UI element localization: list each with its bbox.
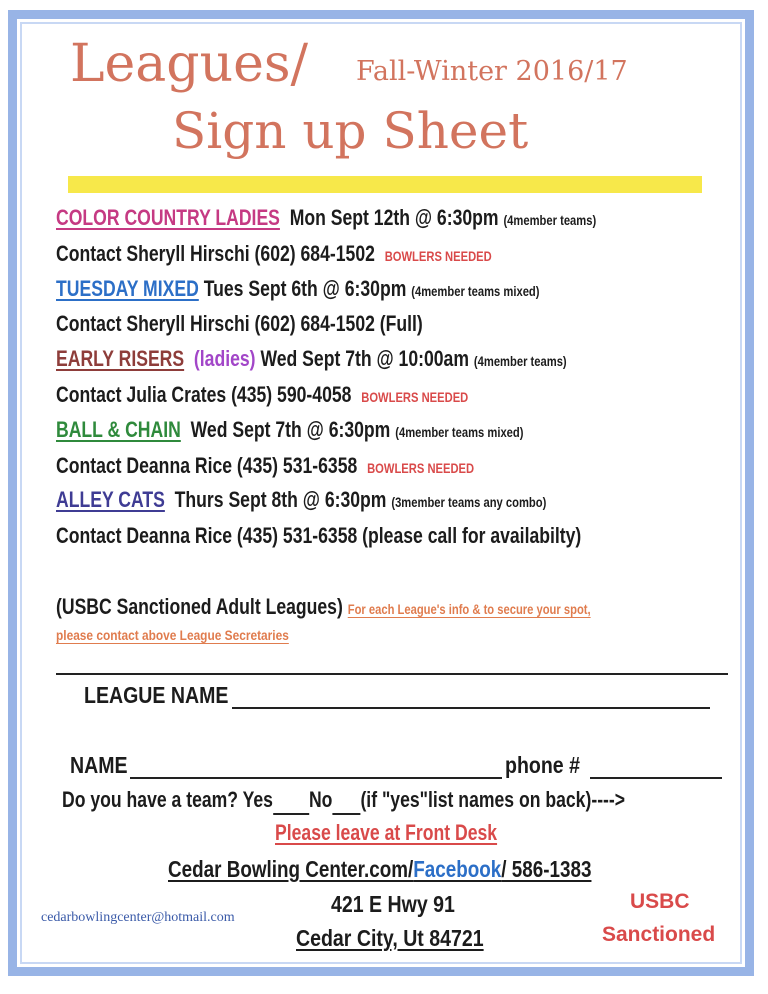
sanctioned-info-2: please contact above League Secretaries (56, 627, 289, 643)
footer-phone: / 586-1383 (501, 856, 592, 882)
league-row (56, 346, 567, 372)
league-teams: (4member teams mixed) (411, 283, 540, 299)
title-leagues: Leagues/ (70, 34, 309, 94)
usbc-sanctioned-label: Sanctioned (602, 923, 716, 946)
contact-text: Contact Deanna Rice (435) 531-6358 (please call for availabilty) (56, 523, 582, 548)
league-name-field[interactable] (232, 707, 710, 709)
league-teams: (4member teams) (503, 212, 597, 228)
contact-row (56, 311, 423, 337)
email-text[interactable]: cedarbowlingcenter@hotmail.com (41, 910, 235, 925)
league-qualifier: (ladies) (193, 346, 256, 371)
sanctioned-note (56, 594, 591, 620)
league-schedule: Mon Sept 12th @ 6:30pm (289, 205, 499, 230)
no-field[interactable] (332, 787, 360, 815)
league-row (56, 417, 523, 443)
title-season: Fall-Winter 2016/17 (356, 56, 628, 87)
website-line (168, 856, 591, 883)
league-name: BALL & CHAIN (56, 417, 181, 442)
league-schedule: Wed Sept 7th @ 10:00am (260, 346, 469, 371)
team-question (62, 787, 625, 815)
league-row (56, 276, 540, 302)
title-signup: Sign up Sheet (172, 102, 529, 160)
contact-text: Contact Sheryll Hirschi (602) 684-1502 (Full) (56, 311, 423, 336)
league-schedule: Wed Sept 7th @ 6:30pm (190, 417, 391, 442)
contact-text: Contact Julia Crates (435) 590-4058 (56, 382, 352, 407)
contact-row (56, 523, 581, 549)
league-teams: (3member teams any combo) (391, 494, 547, 510)
league-teams: (4member teams mixed) (395, 424, 524, 440)
league-name: COLOR COUNTRY LADIES (56, 205, 280, 230)
league-row (56, 205, 596, 231)
contact-row (56, 453, 474, 479)
league-name: EARLY RISERS (56, 346, 185, 371)
facebook-link[interactable]: Facebook (413, 856, 502, 882)
status-badge: BOWLERS NEEDED (367, 460, 475, 476)
league-name-label: LEAGUE NAME (84, 682, 229, 708)
league-schedule: Tues Sept 6th @ 6:30pm (203, 276, 407, 301)
team-question-text: Do you have a team? Yes (62, 787, 273, 812)
usbc-label: USBC (630, 890, 690, 913)
address-line-2: Cedar City, Ut 84721 (296, 925, 484, 951)
contact-text: Contact Deanna Rice (435) 531-6358 (56, 453, 358, 478)
highlight-bar (68, 176, 702, 193)
contact-row (56, 241, 492, 267)
league-row (56, 487, 546, 513)
no-label: No (308, 787, 333, 812)
status-badge: BOWLERS NEEDED (361, 389, 469, 405)
name-field[interactable] (130, 777, 502, 779)
contact-text: Contact Sheryll Hirschi (602) 684-1502 (56, 241, 375, 266)
league-name: TUESDAY MIXED (56, 276, 199, 301)
phone-label: phone # (505, 752, 580, 778)
status-badge: BOWLERS NEEDED (384, 248, 492, 264)
if-yes-note: (if "yes"list names on back)----> (360, 787, 626, 812)
sanctioned-label: (USBC Sanctioned Adult Leagues) (56, 594, 343, 619)
league-schedule: Thurs Sept 8th @ 6:30pm (174, 487, 387, 512)
phone-field[interactable] (590, 777, 722, 779)
contact-row (56, 382, 468, 408)
yes-field[interactable] (273, 787, 309, 815)
divider-line (56, 673, 728, 675)
leave-note: Please leave at Front Desk (275, 820, 498, 845)
league-teams: (4member teams) (473, 353, 567, 369)
name-label: NAME (70, 752, 128, 778)
website-link[interactable]: Cedar Bowling Center.com/ (168, 856, 414, 882)
address-line-1: 421 E Hwy 91 (331, 891, 455, 917)
sanctioned-info: For each League's info & to secure your spot, (347, 601, 591, 617)
league-name: ALLEY CATS (56, 487, 165, 512)
